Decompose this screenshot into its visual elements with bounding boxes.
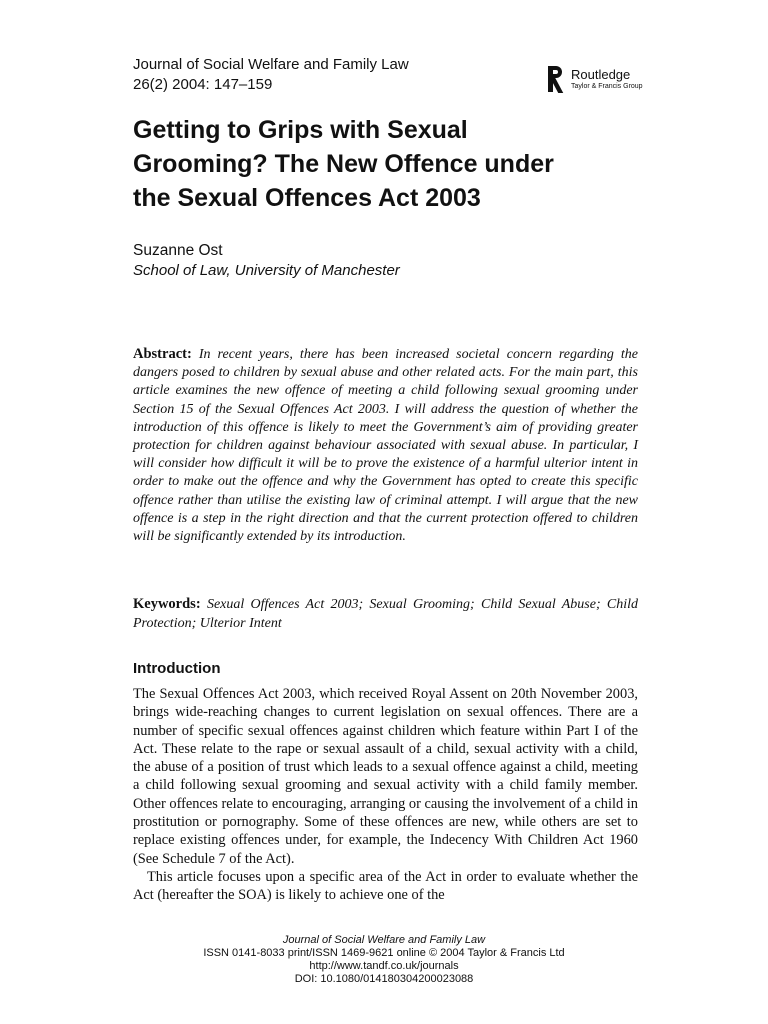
abstract — [133, 345, 638, 546]
journal-header — [133, 55, 409, 95]
title-line: the Sexual Offences Act 2003 — [133, 184, 481, 212]
title-line: Getting to Grips with Sexual — [133, 116, 468, 144]
author-name: Suzanne Ost — [133, 242, 223, 259]
abstract-text: In recent years, there has been increased societal concern regarding the dangers posed to children by sexual abuse and other related acts. For the main part, this article examines the new offence of meeting a child following sexual grooming under Section 15 of the Sexual Offences Act 2003. I will address the question of whether the introduction of this offence is likely to meet the Government’s aim of providing greater protection for children against behaviour associated with sexual abuse. In particular, I will consider how difficult it will be to prove the existence of a harmful ulterior intent in order to make out the offence and why the Government has opted to create this specific offence rather than utilise the existing law of criminal attempt. I will argue that the new offence is a step in the right direction and that the current protection offered to children will be significantly extended by its introduction. — [133, 347, 638, 545]
author-affiliation: School of Law, University of Manchester — [133, 262, 400, 279]
routledge-logo-icon — [548, 66, 566, 92]
section-heading-introduction: Introduction — [133, 660, 221, 677]
abstract-label: Abstract: — [133, 346, 192, 362]
journal-issue: 26(2) 2004: 147–159 — [133, 76, 273, 93]
footer-url[interactable]: http://www.tandf.co.uk/journals — [309, 960, 459, 972]
body-paragraph: This article focuses upon a specific area of the Act in order to evaluate whether the Act (hereafter the SOA) is likely to achieve one of the — [133, 868, 638, 904]
publisher-group: Taylor & Francis Group — [571, 82, 643, 90]
footer-doi: DOI: 10.1080/014180304200023088 — [294, 973, 474, 985]
publisher-logo — [548, 66, 643, 92]
journal-name: Journal of Social Welfare and Family Law — [133, 56, 409, 73]
publisher-name-block — [571, 68, 643, 91]
keywords-label: Keywords: — [133, 596, 201, 612]
page-footer — [134, 934, 634, 986]
publisher-name: Routledge — [571, 66, 631, 82]
title-line: Grooming? The New Offence under — [133, 150, 554, 178]
introduction-body — [133, 685, 638, 905]
footer-journal: Journal of Social Welfare and Family Law — [282, 934, 486, 946]
keywords — [133, 595, 638, 633]
keywords-text: Sexual Offences Act 2003; Sexual Grooming; Child Sexual Abuse; Child Protection; Ulterior Intent — [133, 597, 638, 631]
body-paragraph: The Sexual Offences Act 2003, which received Royal Assent on 20th November 2003, brings wide-reaching changes to current legislation on sexual offences. There are a number of specific sexual offences against children which feature within Part I of the Act. These relate to the rape or sexual assault of a child, sexual activity with a child, the abuse of a position of trust which leads to a sexual offence against a child, meeting a child following sexual grooming and sexual activity with a child family member. Other offences relate to encouraging, arranging or causing the involvement of a child in prostitution or pornography. Some of these offences are new, while others are set to replace existing offences under, for example, the Indecency With Children Act 1960 (See Schedule 7 of the Act). — [133, 686, 638, 867]
article-title — [133, 113, 673, 215]
footer-issn: ISSN 0141-8033 print/ISSN 1469-9621 online © 2004 Taylor & Francis Ltd — [203, 947, 565, 959]
